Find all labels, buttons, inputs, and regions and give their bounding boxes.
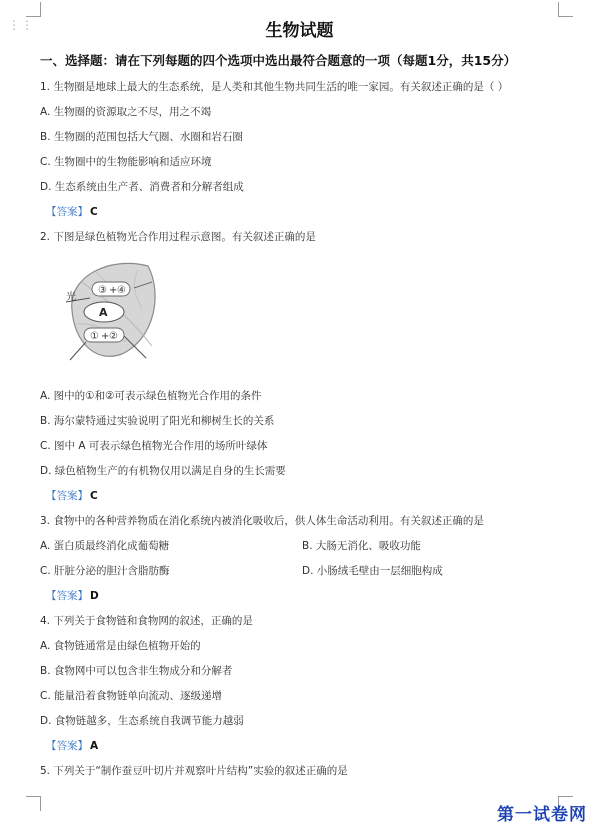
question-4-option-d: D. 食物链越多，生态系统自我调节能力越弱 [40,715,244,727]
question-2-option-b: B. 海尔蒙特通过实验说明了阳光和柳树生长的关系 [40,415,275,427]
answer-tag: 【答案】 [46,206,88,218]
crop-mark-top-right [558,2,573,17]
question-5-stem: 5. 下列关于“制作蚕豆叶切片并观察叶片结构”实验的叙述正确的是 [40,765,348,777]
page-title: 生物试题 [265,21,334,41]
question-4-option-c: C. 能量沿着食物链单向流动、逐级递增 [40,690,223,702]
question-1-answer [46,204,98,219]
question-4-option-b: B. 食物网中可以包含非生物成分和分解者 [40,665,233,677]
watermark: 第一试卷网 [497,805,587,825]
crop-mark-bottom-left [26,796,41,811]
question-2-option-c: C. 图中 A 可表示绿色植物光合作用的场所叶绿体 [40,440,268,452]
crop-mark-top-left [26,2,41,17]
question-3-option-c: C. 肝脏分泌的胆汁含脂肪酶 [40,565,170,577]
question-1-option-a: A. 生物圈的资源取之不尽，用之不竭 [40,106,212,118]
question-1-stem: 1. 生物圈是地球上最大的生态系统，是人类和其他生物共同生活的唯一家园。有关叙述正确的是（ ） [40,81,509,93]
answer-value: D [90,590,99,602]
answer-tag: 【答案】 [46,490,88,502]
answer-tag: 【答案】 [46,590,88,602]
question-1-option-b: B. 生物圈的范围包括大气圈、水圈和岩石圈 [40,131,243,143]
question-3-option-d: D. 小肠绒毛壁由一层细胞构成 [302,565,443,577]
plus-top: + [109,285,118,296]
answer-value: A [90,740,99,752]
label-3: ③ [98,285,107,296]
answer-value: C [90,490,98,502]
drag-handle-icon[interactable]: ⋮⋮ [8,18,34,32]
question-2-option-a: A. 图中的①和②可表示绿色植物光合作用的条件 [40,390,262,402]
question-3-option-b: B. 大肠无消化、吸收功能 [302,540,421,552]
question-2-stem: 2. 下图是绿色植物光合作用过程示意图。有关叙述正确的是 [40,231,316,243]
label-2: ② [109,331,118,342]
question-3-option-a: A. 蛋白质最终消化成葡萄糖 [40,540,170,552]
answer-value: C [90,206,98,218]
label-1: ① [90,331,99,342]
question-4-stem: 4. 下列关于食物链和食物网的叙述，正确的是 [40,615,253,627]
section-heading: 一、选择题：请在下列每题的四个选项中选出最符合题意的一项（每题1分，共15分） [40,53,517,68]
question-4-answer [46,738,98,753]
question-2-option-d: D. 绿色植物生产的有机物仅用以满足自身的生长需要 [40,465,286,477]
question-1-option-d: D. 生态系统由生产者、消费者和分解者组成 [40,181,244,193]
photosynthesis-diagram [52,252,164,370]
question-1-option-c: C. 生物圈中的生物能影响和适应环境 [40,156,212,168]
question-4-option-a: A. 食物链通常是由绿色植物开始的 [40,640,201,652]
question-3-answer [46,588,99,603]
question-3-stem: 3. 食物中的各种营养物质在消化系统内被消化吸收后，供人体生命活动利用。有关叙述正确的是 [40,515,484,527]
plus-bottom: + [101,331,110,342]
answer-tag: 【答案】 [46,740,88,752]
center-label-a: A [99,306,108,319]
light-label: 光 [66,292,76,303]
question-2-answer [46,488,98,503]
label-4: ④ [117,285,126,296]
